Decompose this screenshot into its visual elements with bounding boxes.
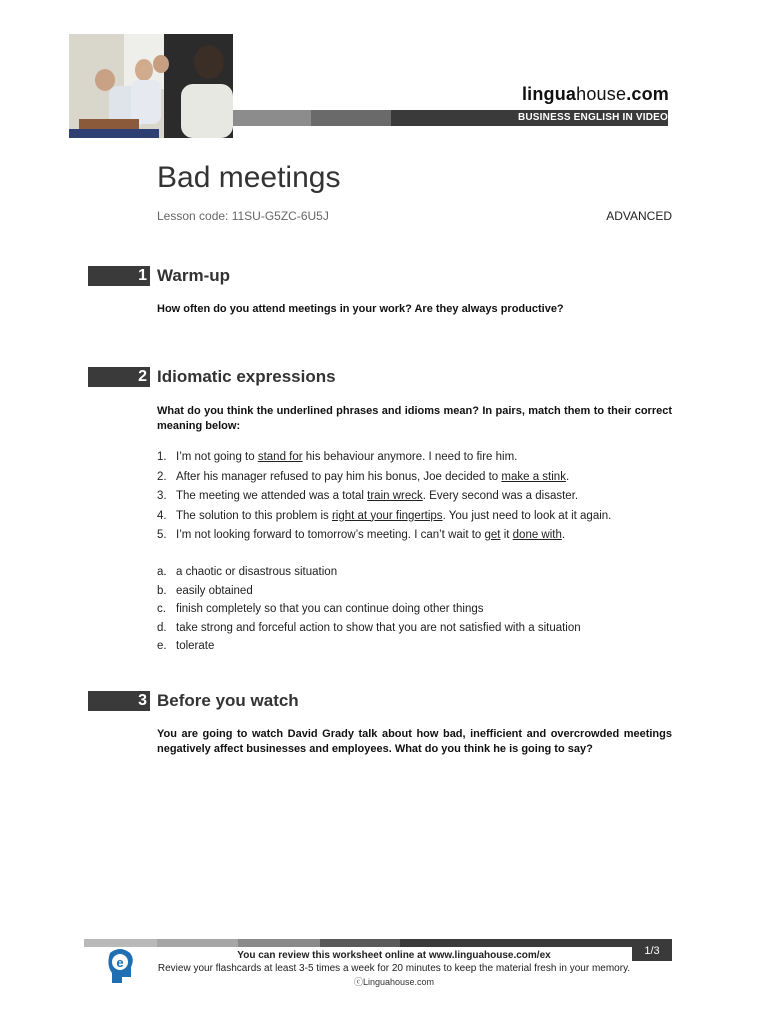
item-text: a chaotic or disastrous situation	[176, 566, 338, 578]
item-number: 4.	[157, 509, 167, 522]
text-pre: The solution to this problem is	[176, 509, 332, 522]
text-post: . You just need to look at it again.	[442, 509, 612, 522]
list-item	[157, 468, 672, 488]
section-1-title: Warm-up	[157, 266, 231, 285]
item-text: take strong and forceful action to show that you are not satisfied with a situation	[176, 621, 581, 634]
item-text	[176, 468, 569, 487]
footer-band-2	[157, 939, 238, 947]
list-item	[157, 448, 672, 468]
section-1-number: 1	[88, 266, 150, 286]
text-post: .	[565, 470, 570, 483]
footer-review-online: You can review this worksheet online at www.linguahouse.com/ex	[237, 950, 551, 961]
item-number: 3.	[157, 490, 167, 502]
footer-flashcards-tip: Review your flashcards at least 3-5 times a week for 20 minutes to keep the material fresh in your memory.	[157, 963, 631, 974]
logo-strong: lingua	[521, 84, 577, 104]
text-pre: After his manager refused to pay him his bonus, Joe decided to	[176, 470, 502, 483]
section-2-instruction: What do you think the underlined phrases and idioms mean? In pairs, match them to their correct meaning below:	[157, 405, 672, 432]
item-letter: b.	[157, 584, 167, 597]
item-letter: a.	[157, 566, 167, 578]
item-number: 1.	[157, 451, 167, 463]
logo-light: house	[576, 84, 627, 104]
logo-tld: .com	[626, 84, 669, 104]
item-number: 5.	[157, 529, 167, 541]
section-2-number: 2	[88, 367, 150, 387]
text-pre: I’m not going to	[176, 451, 258, 463]
text-post: .	[561, 529, 566, 541]
section-3-number: 3	[88, 691, 150, 711]
section-3-title: Before you watch	[157, 691, 299, 710]
text-mid: it	[500, 529, 513, 541]
item-text: finish completely so that you can continue doing other things	[176, 603, 484, 615]
item-text	[176, 487, 578, 506]
underlined-phrase: make a stink	[501, 470, 566, 483]
text-post: . Every second was a disaster.	[422, 490, 579, 502]
sentence-list	[157, 448, 672, 546]
linguahouse-logo	[522, 84, 669, 105]
level-label: ADVANCED	[606, 209, 672, 223]
list-item	[157, 600, 672, 619]
section-2-title: Idiomatic expressions	[157, 367, 336, 386]
footer-band-4	[320, 939, 400, 947]
page-number: 1/3	[632, 939, 672, 961]
list-item	[157, 526, 672, 546]
footer-band-1	[84, 939, 157, 947]
list-item	[157, 637, 672, 656]
underlined-phrase: right at your fingertips	[331, 509, 443, 522]
footer-band-3	[238, 939, 320, 947]
header-band-2	[311, 110, 391, 126]
section-3-instruction: You are going to watch David Grady talk about how bad, inefficient and overcrowded meetings negatively affect businesses and employees. What do you think he is going to say?	[157, 728, 672, 755]
list-item	[157, 619, 672, 638]
item-text: easily obtained	[176, 584, 253, 597]
underlined-phrase: train wreck	[367, 490, 423, 502]
meaning-list	[157, 563, 672, 656]
underlined-phrase: stand for	[257, 451, 303, 463]
item-text	[176, 448, 517, 467]
footer-copyright: ⓒLinguahouse.com	[353, 977, 435, 987]
item-text: tolerate	[176, 640, 215, 652]
band-label: BUSINESS ENGLISH IN VIDEO	[517, 112, 668, 123]
list-item	[157, 487, 672, 507]
item-number: 2.	[157, 470, 167, 483]
underlined-phrase-2: done with	[512, 529, 562, 541]
text-pre: I’m not looking forward to tomorrow’s meeting. I can’t wait to	[176, 529, 485, 541]
item-letter: c.	[157, 603, 166, 615]
underlined-phrase: get	[484, 529, 501, 541]
section-1-instruction: How often do you attend meetings in your work? Are they always productive?	[157, 303, 564, 315]
svg-text:e: e	[116, 955, 124, 970]
list-item	[157, 563, 672, 582]
text-pre: The meeting we attended was a total	[176, 490, 368, 502]
lesson-code: Lesson code: 11SU-G5ZC-6U5J	[157, 209, 329, 223]
list-item	[157, 507, 672, 527]
text-post: his behaviour anymore. I need to fire him.	[302, 451, 518, 463]
item-letter: d.	[157, 621, 167, 634]
page-title: Bad meetings	[157, 161, 341, 194]
header-photo	[69, 34, 233, 138]
footer-band-5	[400, 939, 632, 947]
item-letter: e.	[157, 640, 167, 652]
list-item	[157, 582, 672, 601]
header-band-1	[233, 110, 311, 126]
item-text	[176, 507, 611, 526]
item-text	[176, 526, 565, 545]
